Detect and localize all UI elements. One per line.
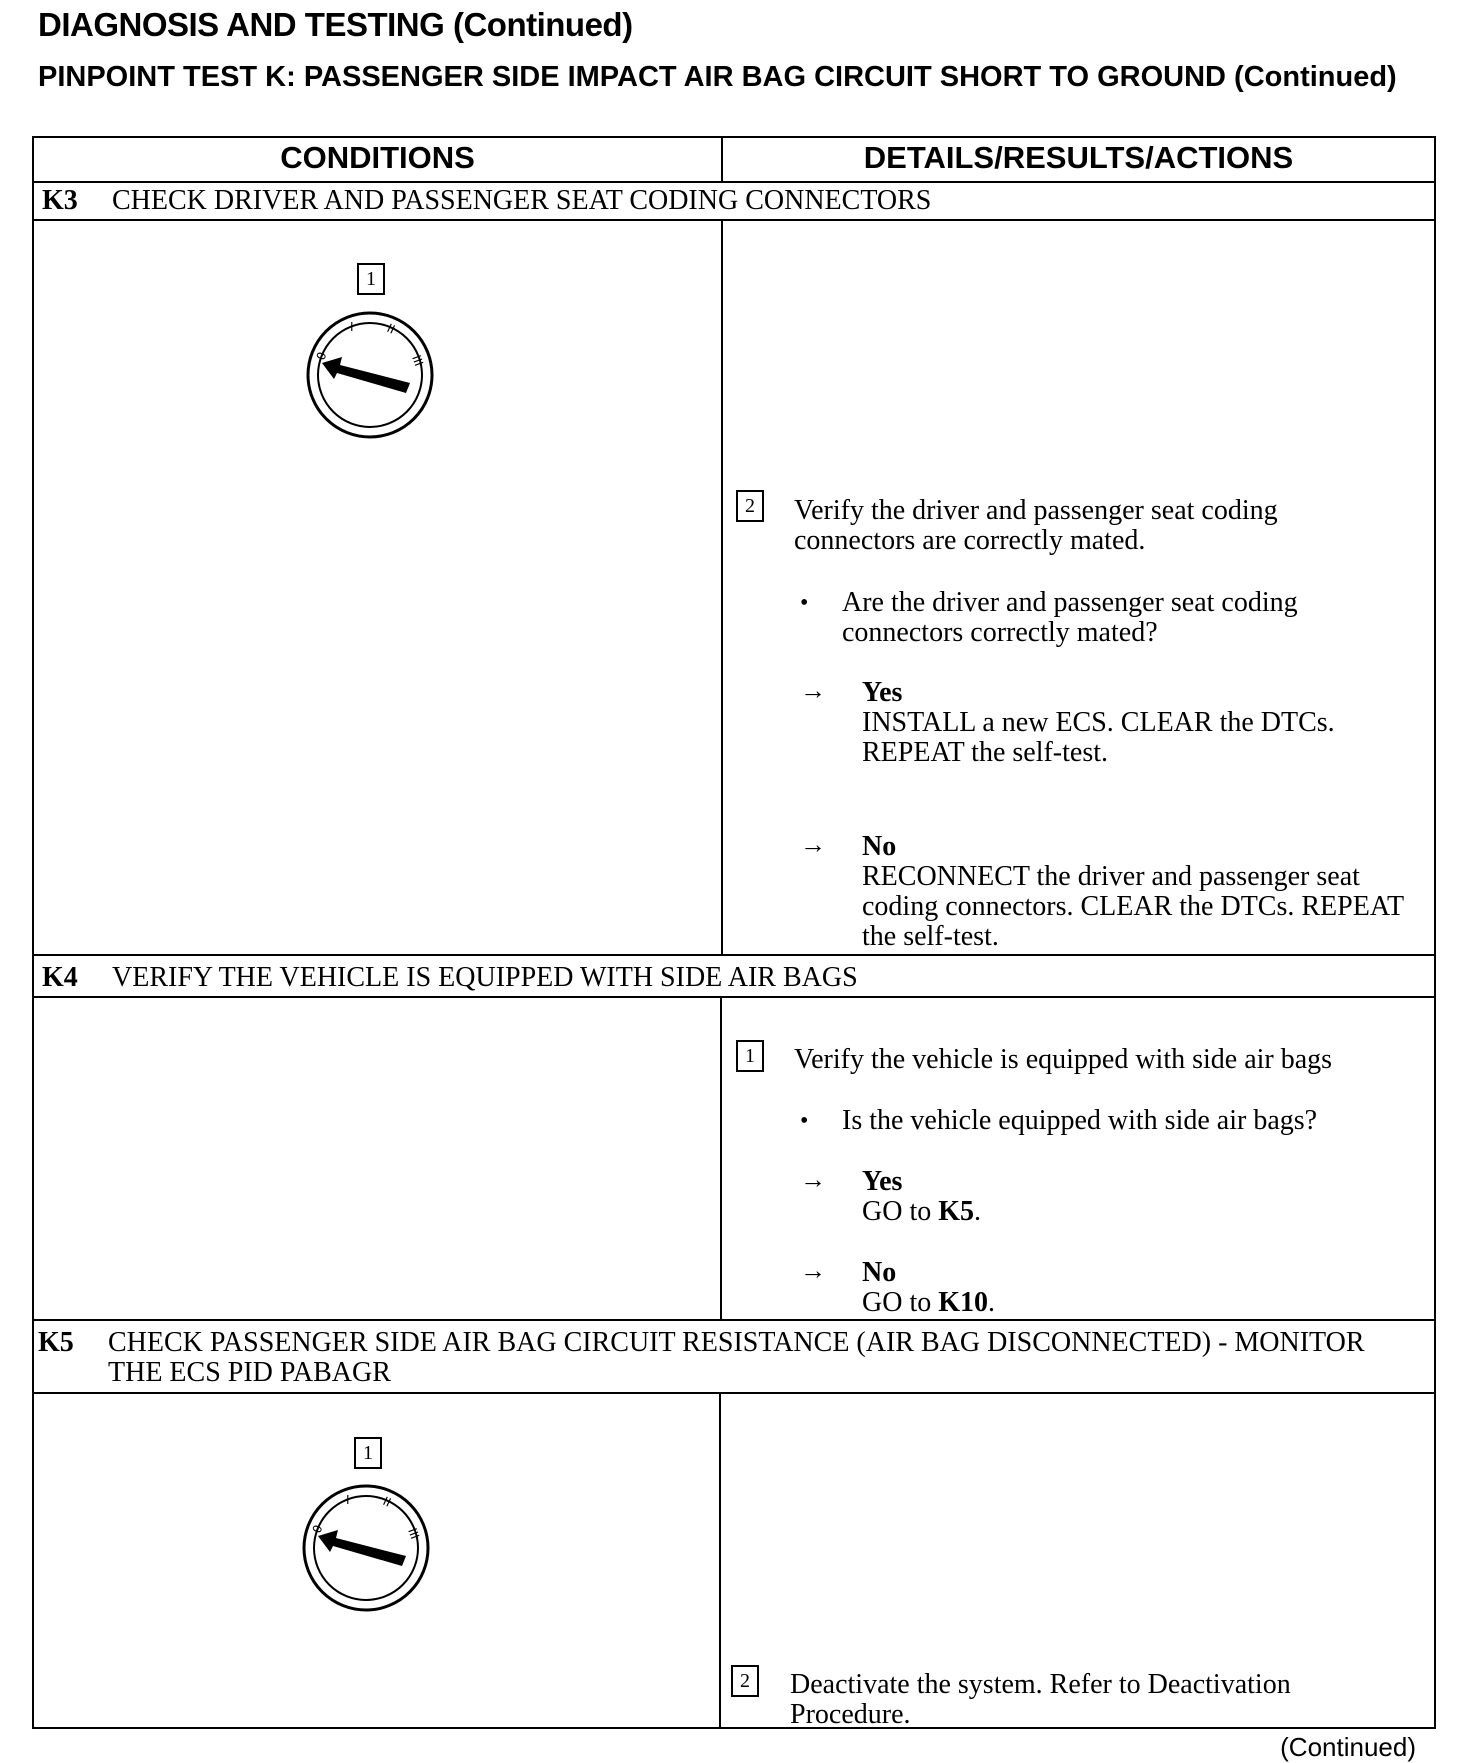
step-title: CHECK PASSENGER SIDE AIR BAG CIRCUIT RESISTANCE (AIR BAG DISCONNECTED) - MONITOR THE ECS PID PABAGR <box>108 1327 1365 1388</box>
step-instruction: Verify the driver and passenger seat coding connectors are correctly mated. <box>794 495 1278 556</box>
step-id: K5 <box>38 1327 74 1358</box>
step-number-box: 1 <box>354 1437 382 1469</box>
step-title: VERIFY THE VEHICLE IS EQUIPPED WITH SIDE AIR BAGS <box>112 962 858 993</box>
bullet-icon: • <box>800 1108 809 1134</box>
bullet-icon: • <box>800 590 809 616</box>
result-no-action: GO to K10. <box>862 1287 996 1318</box>
test-title: PINPOINT TEST K: PASSENGER SIDE IMPACT AIR BAG CIRCUIT SHORT TO GROUND (Continued) <box>38 61 1397 93</box>
svg-text:0: 0 <box>309 1523 326 1536</box>
result-yes-label: Yes <box>862 677 903 708</box>
step-title: CHECK DRIVER AND PASSENGER SEAT CODING CONNECTORS <box>112 185 932 216</box>
result-no-label: No <box>862 831 897 862</box>
continued-label: (Continued) <box>1280 1732 1416 1762</box>
step-instruction: Deactivate the system. Refer to Deactivation Procedure. <box>790 1669 1291 1730</box>
step-instruction: Verify the vehicle is equipped with side air bags <box>794 1044 1333 1075</box>
arrow-right-icon: → <box>800 676 826 705</box>
step-number-box: 1 <box>736 1040 764 1072</box>
step-id: K3 <box>42 185 78 216</box>
ignition-switch-off-icon <box>296 1478 436 1618</box>
page-title: DIAGNOSIS AND TESTING (Continued) <box>38 6 633 43</box>
step-id: K4 <box>42 962 78 993</box>
step-number-box: 1 <box>357 263 385 295</box>
column-header-conditions: CONDITIONS <box>280 140 475 175</box>
step-number-box: 2 <box>731 1665 759 1697</box>
ignition-switch-off-icon <box>300 305 440 445</box>
step-question: Are the driver and passenger seat coding connectors correctly mated? <box>842 587 1298 648</box>
step-k4-header <box>42 963 1372 993</box>
arrow-right-icon: → <box>800 1256 826 1285</box>
svg-text:III: III <box>409 353 426 369</box>
result-yes-action: INSTALL a new ECS. CLEAR the DTCs. REPEAT the self-test. <box>862 707 1335 768</box>
arrow-right-icon: → <box>800 1165 826 1194</box>
svg-text:I: I <box>346 1493 350 1507</box>
result-yes-action: GO to K5. <box>862 1196 982 1227</box>
svg-text:I: I <box>350 320 354 334</box>
step-k5-header <box>38 1328 1388 1388</box>
svg-text:II: II <box>380 1494 394 1510</box>
svg-text:II: II <box>384 321 398 337</box>
svg-text:III: III <box>405 1526 422 1542</box>
result-yes-label: Yes <box>862 1166 903 1197</box>
step-k3-header <box>42 186 1372 216</box>
arrow-right-icon: → <box>800 830 826 859</box>
result-no-action: RECONNECT the driver and passenger seat coding connectors. CLEAR the DTCs. REPEAT the self-test. <box>862 861 1404 952</box>
result-no-label: No <box>862 1257 897 1288</box>
column-header-details: DETAILS/RESULTS/ACTIONS <box>863 140 1294 175</box>
step-question: Is the vehicle equipped with side air bags? <box>842 1105 1318 1136</box>
step-number-box: 2 <box>736 490 764 522</box>
svg-text:0: 0 <box>313 350 330 363</box>
